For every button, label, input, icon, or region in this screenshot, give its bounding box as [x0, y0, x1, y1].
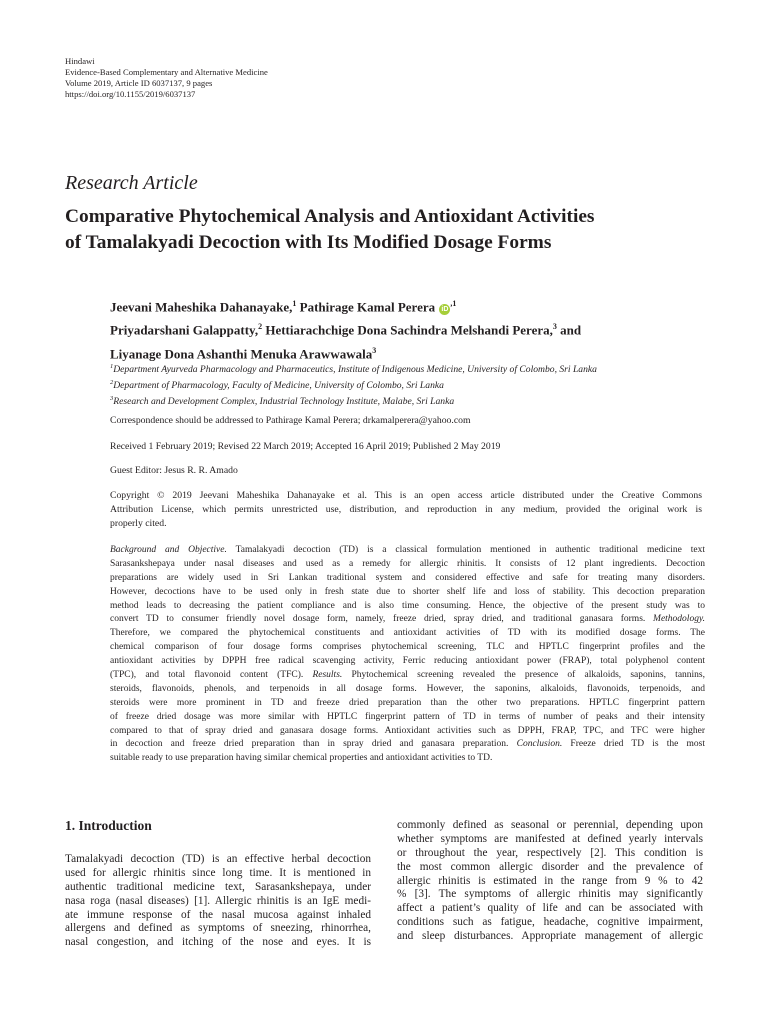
abstract-line: of freeze dried dosage was more similar with HPTLC fingerprint pattern of TD in terms of number of peaks and their intensity: [110, 711, 705, 722]
affiliation-text: Department of Pharmacology, Faculty of Medicine, University of Colombo, Sri Lanka: [113, 380, 444, 392]
copyright-line: Copyright © 2019 Jeevani Maheshika Dahanayake et al. This is an open access article distributed under the Creative Commons: [110, 490, 702, 501]
body-text-line: affect a patient’s quality of life and can be associated with: [397, 902, 703, 915]
body-text-line: Tamalakyadi decoction (TD) is an effective herbal decoction: [65, 853, 371, 865]
copyright-notice: [110, 489, 702, 530]
body-text-line: authentic traditional medicine text, Sarasankshepaya, under: [65, 880, 371, 893]
author-name[interactable]: Hettiarachchige Dona Sachindra Melshandi Perera,: [265, 322, 553, 338]
body-text-line: nasa roga (nasal diseases) [1]. Allergic rhinitis is an IgE medi-: [65, 894, 371, 907]
author-name[interactable]: Liyanage Dona Ashanthi Menuka Arawwawala: [110, 345, 373, 361]
author-affil-ref: 3: [372, 345, 377, 355]
abstract-text: Tamalakyadi decoction (TD) is a classical formulation mentioned in authentic traditional medicine text: [226, 545, 705, 555]
journal-header: [65, 56, 268, 100]
body-column-left: [65, 818, 371, 950]
body-text-line: allergic rhinitis is estimated in the range from 9 % to 42: [397, 874, 703, 887]
title-line: Comparative Phytochemical Analysis and Antioxidant Activities: [65, 206, 595, 227]
abstract-text: in decoction and freeze dried preparation than in spray dried and ganasara preparation.: [110, 739, 509, 750]
affiliation-number: 1: [110, 363, 114, 370]
abstract-line: compared to that of spray dried and ganasara dosage forms. Antioxidant activities such as DPPH, FRAP, TPC, and TFC were higher: [110, 725, 705, 736]
body-text-line: or throughout the year, respectively [2]. This condition is: [397, 846, 703, 859]
author-affil-ref: 3: [552, 322, 557, 332]
author-affil-ref: ,1: [450, 299, 457, 308]
section-heading: 1. Introduction: [65, 818, 152, 833]
journal-name: Evidence-Based Complementary and Alternative Medicine: [65, 67, 268, 77]
affiliation-text: Department Ayurveda Pharmacology and Pharmaceutics, Institute of Indigenous Medicine, University of Colombo, Sri Lanka: [113, 364, 597, 376]
abstract-section-label: Conclusion.: [516, 739, 563, 750]
abstract-line: method leads to decreasing the patient compliance and is also time consuming. Hence, the objective of the present study was to: [110, 600, 705, 611]
guest-editor: Guest Editor: Jesus R. R. Amado: [110, 465, 238, 476]
abstract-line: preparations are widely used in Sri Lankan traditional system and considered effective and safe for treating many disorders.: [110, 572, 705, 583]
orcid-icon[interactable]: iD: [441, 306, 449, 314]
affiliation-number: 3: [110, 395, 114, 403]
abstract-line: Therefore, we compared the phytochemical constituents and antioxidant activities of TD with its modified dosage forms. The: [110, 628, 705, 639]
body-text-line: the most common allergic disorder and the prevalence of: [397, 860, 703, 873]
copyright-line: properly cited.: [110, 517, 167, 529]
affiliations: [110, 360, 597, 409]
author-name[interactable]: Pathirage Kamal Perera: [299, 299, 436, 315]
body-text-line: % [3]. The symptoms of allergic rhinitis may significantly: [397, 888, 703, 901]
affiliation-number: 2: [110, 379, 114, 387]
abstract-line: [110, 670, 705, 684]
affiliation-item: [110, 392, 597, 408]
author-name[interactable]: Priyadarshani Galappatty,: [110, 322, 259, 338]
abstract-text: convert TD to consumer friendly novel dosage form, namely, freeze dried, spray dried, and traditional ganasara forms.: [110, 614, 646, 625]
body-text-line: allergens and defined as symptoms of sneezing, rhinorrhea,: [65, 922, 371, 935]
abstract-section-label: Methodology.: [653, 614, 705, 625]
author-conjunction: and: [560, 322, 582, 338]
author-line: [110, 294, 720, 317]
author-affil-ref: 1: [292, 299, 297, 308]
abstract-text: Freeze dried TD is the most: [562, 739, 705, 750]
affiliation-text: Research and Development Complex, Industrial Technology Institute, Malabe, Sri Lanka: [113, 396, 455, 408]
abstract-line: chemical comparison of four dosage forms comprises phytochemical screening, TLC and HPTLC fingerprint profiles and the: [110, 642, 705, 653]
publication-dates: Received 1 February 2019; Revised 22 March 2019; Accepted 16 April 2019; Published 2 May 2019: [110, 441, 501, 452]
body-text-line: whether symptoms are manifested at defined yearly intervals: [397, 832, 703, 845]
publisher-name: Hindawi: [65, 56, 95, 66]
body-text-line: ate immune response of the nasal mucosa against inhaled: [65, 908, 371, 921]
article-title: [65, 204, 715, 256]
abstract-line: antioxidant activities by DPPH free radical scavenging activity, Ferric reducing antioxidant power (FRAP), total polyphenol content: [110, 656, 705, 667]
abstract: [110, 545, 705, 765]
abstract-text: Phytochemical screening revealed the presence of alkaloids, saponins, tannins,: [342, 670, 705, 681]
abstract-section-label: Results.: [312, 670, 343, 681]
abstract-line: [110, 545, 705, 559]
body-text-line: used for allergic rhinitis since long time. It is mentioned in: [65, 866, 371, 879]
copyright-line: Attribution License, which permits unrestricted use, distribution, and reproduction in any medium, provided the original work is: [110, 503, 702, 515]
author-list: [110, 294, 720, 364]
abstract-line: [110, 739, 705, 753]
body-text-line: nasal congestion, and itching of the nose and eyes. It is: [65, 936, 371, 949]
author-name[interactable]: Jeevani Maheshika Dahanayake,: [110, 299, 293, 315]
abstract-line: steroids, flavonoids, phenols, and terpenoids in all dosage forms. However, the saponins, alkaloids, flavonoids, terpenoids, and: [110, 683, 705, 694]
author-line: [110, 317, 720, 340]
correspondence: Correspondence should be addressed to Pathirage Kamal Perera; drkamalperera@yahoo.com: [110, 415, 471, 426]
abstract-line: suitable ready to use preparation having similar chemical properties and antioxidant activities to TD.: [110, 753, 493, 764]
author-affil-ref: 2: [258, 322, 263, 332]
body-column-right: [397, 819, 703, 944]
body-text-line: and sleep disturbances. Appropriate management of allergic: [397, 930, 703, 943]
body-text-line: commonly defined as seasonal or perennial, depending upon: [397, 819, 703, 831]
abstract-line: Sarasankshepaya under nasal diseases and used as a remedy for allergic rhinitis. It consists of 12 plant ingredients. Decoction: [110, 558, 705, 569]
abstract-line: steroids were more prominent in TD and freeze dried preparation than the other two preparations. HPTLC fingerprint pattern: [110, 697, 705, 708]
body-text-line: conditions such as fatigue, headache, cognitive impairment,: [397, 916, 703, 929]
volume-info: Volume 2019, Article ID 6037137, 9 pages: [65, 78, 213, 88]
abstract-line: However, decoctions have to be used only in fresh state due to shorter shelf life and loss of stability. This decoction preparation: [110, 586, 705, 597]
abstract-text: (TPC), and total flavonoid content (TFC).: [110, 670, 304, 681]
abstract-section-label: Background and Objective.: [110, 545, 227, 555]
affiliation-item: [110, 376, 597, 392]
title-line: of Tamalakyadi Decoction with Its Modified Dosage Forms: [65, 232, 552, 253]
abstract-line: [110, 614, 705, 628]
affiliation-item: [110, 360, 597, 376]
article-type: Research Article: [65, 172, 198, 194]
doi-link[interactable]: https://doi.org/10.1155/2019/6037137: [65, 89, 196, 99]
